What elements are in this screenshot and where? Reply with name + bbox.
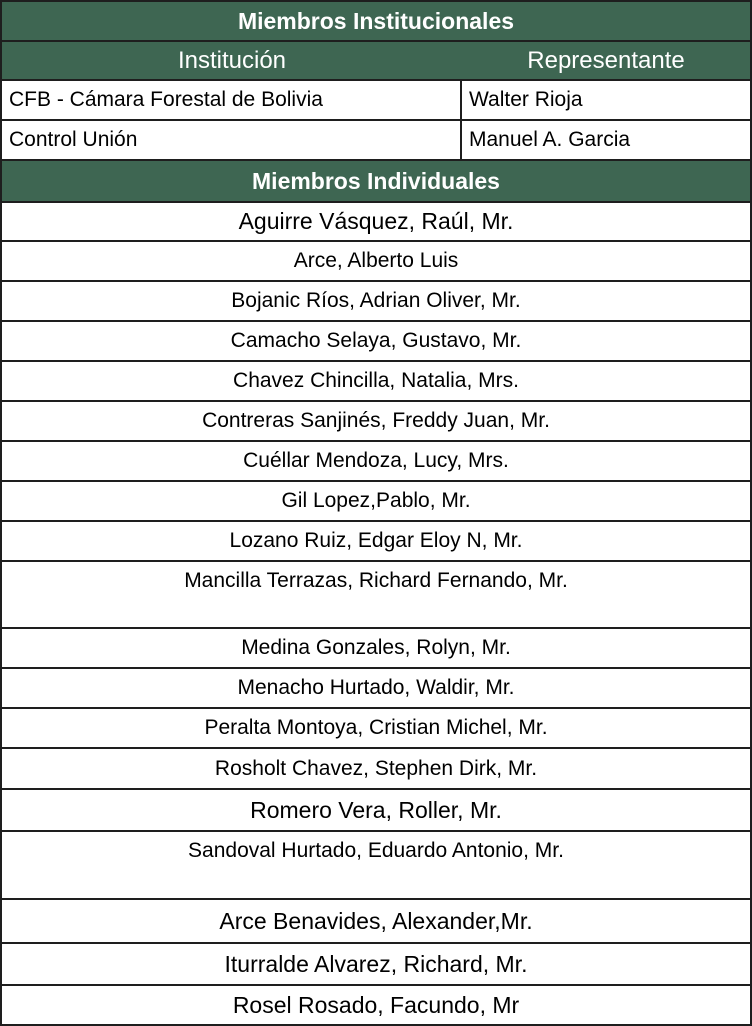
member-name: Iturralde Alvarez, Richard, Mr. [224, 950, 528, 977]
member-name: Sandoval Hurtado, Eduardo Antonio, Mr. [188, 839, 564, 862]
table-row [2, 986, 750, 1026]
member-name: Mancilla Terrazas, Richard Fernando, Mr. [184, 569, 568, 592]
institution-cell: CFB - Cámara Forestal de Bolivia [2, 81, 462, 119]
member-name: Cuéllar Mendoza, Lucy, Mrs. [243, 449, 509, 472]
member-name: Lozano Ruiz, Edgar Eloy N, Mr. [229, 529, 523, 552]
member-name: Camacho Selaya, Gustavo, Mr. [230, 329, 522, 352]
table-row [2, 282, 750, 322]
member-name: Peralta Montoya, Cristian Michel, Mr. [204, 716, 548, 739]
table-row [2, 442, 750, 482]
member-name: Menacho Hurtado, Waldir, Mr. [237, 676, 515, 699]
member-name: Rosel Rosado, Facundo, Mr [232, 991, 520, 1018]
table-row [2, 242, 750, 282]
table-row [2, 900, 750, 944]
table-row [2, 482, 750, 522]
table-row [2, 362, 750, 402]
representative-cell: Walter Rioja [469, 88, 583, 111]
column-header-institution: Institución [177, 46, 287, 74]
table-row [2, 749, 750, 790]
institution-cell: Control Unión [2, 121, 462, 159]
table-row [2, 709, 750, 749]
table-row [2, 629, 750, 669]
table-row [2, 790, 750, 832]
individual-members-title: Miembros Individuales [252, 167, 500, 194]
member-name: Bojanic Ríos, Adrian Oliver, Mr. [231, 289, 521, 312]
member-name: Chavez Chincilla, Natalia, Mrs. [233, 369, 519, 392]
member-name: Contreras Sanjinés, Freddy Juan, Mr. [202, 409, 550, 432]
member-name: Arce, Alberto Luis [293, 249, 459, 272]
individual-members-header [2, 161, 750, 203]
table-row [2, 669, 750, 709]
member-name: Gil Lopez,Pablo, Mr. [281, 489, 471, 512]
member-name: Aguirre Vásquez, Raúl, Mr. [238, 208, 514, 234]
member-name: Romero Vera, Roller, Mr. [250, 796, 502, 823]
column-header-representative: Representante [527, 46, 685, 74]
table-row [2, 562, 750, 629]
institutional-members-title: Miembros Institucionales [237, 7, 515, 34]
member-name: Rosholt Chavez, Stephen Dirk, Mr. [214, 756, 538, 780]
institutional-columns-header [2, 42, 750, 81]
table-row [2, 944, 750, 986]
table-row [2, 322, 750, 362]
representative-cell: Manuel A. Garcia [469, 128, 631, 151]
table-row [2, 203, 750, 242]
table-row [2, 522, 750, 562]
member-name: Arce Benavides, Alexander,Mr. [219, 907, 533, 934]
member-name: Medina Gonzales, Rolyn, Mr. [241, 636, 511, 659]
table-row [2, 832, 750, 900]
table-row [2, 81, 750, 121]
table-row [2, 402, 750, 442]
institutional-members-header [2, 0, 750, 42]
table-row [2, 121, 750, 161]
